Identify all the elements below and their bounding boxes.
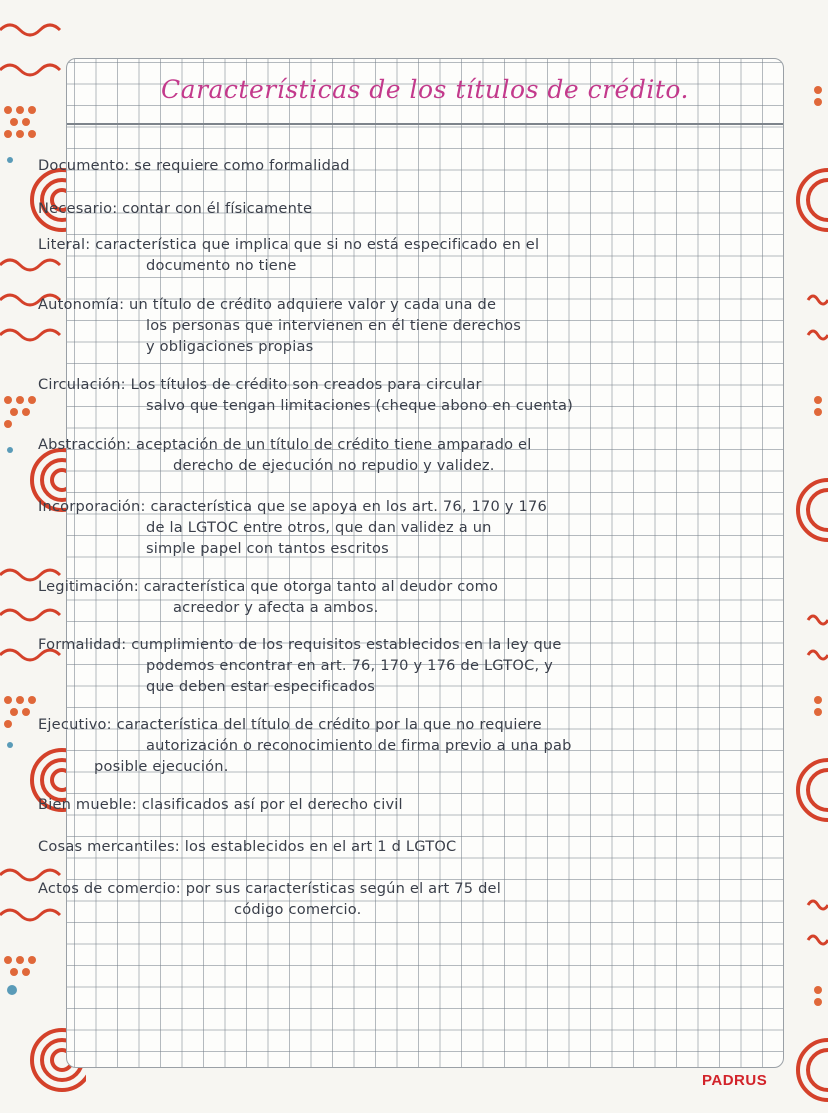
note-line: documento no tiene [146, 257, 297, 274]
note-entry-circulacion [38, 374, 728, 416]
note-line: podemos encontrar en art. 76, 170 y 176 de LGTOC, y [146, 657, 553, 674]
note-entry-autonomia [38, 294, 728, 357]
note-entry-literal [38, 234, 728, 276]
note-line: código comercio. [234, 901, 362, 918]
note-line: salvo que tengan limitaciones (cheque abono en cuenta) [146, 397, 574, 414]
note-line: simple papel con tantos escritos [146, 540, 389, 557]
note-line: y obligaciones propias [146, 338, 314, 355]
note-line: que deben estar especificados [146, 678, 376, 695]
note-line: Actos de comercio: por sus características según el art 75 del [38, 880, 501, 897]
note-line: Cosas mercantiles: los establecidos en el art 1 d LGTOC [38, 838, 457, 855]
note-line: Documento: se requiere como formalidad [38, 157, 350, 174]
note-line: Ejecutivo: característica del título de crédito por la que no requiere [38, 716, 542, 733]
note-line: Incorporación: característica que se apoya en los art. 76, 170 y 176 [38, 498, 547, 515]
note-entry-incorporacion [38, 496, 728, 559]
decorative-border-right [788, 0, 828, 1113]
note-line: Abstracción: aceptación de un título de crédito tiene amparado el [38, 436, 532, 453]
note-entry-ejecutivo [38, 714, 728, 777]
note-line: acreedor y afecta a ambos. [173, 599, 379, 616]
note-entry-documento [38, 155, 728, 176]
note-line: Circulación: Los títulos de crédito son creados para circular [38, 376, 482, 393]
note-line: Formalidad: cumplimiento de los requisitos establecidos en la ley que [38, 636, 562, 653]
note-entry-cosas-mercantiles [38, 836, 728, 857]
note-line: de la LGTOC entre otros, que dan validez a un [146, 519, 492, 536]
note-line: Literal: característica que implica que si no está especificado en el [38, 236, 540, 253]
note-line: Autonomía: un título de crédito adquiere valor y cada una de [38, 296, 497, 313]
note-entry-formalidad [38, 634, 728, 697]
note-entry-bien-mueble [38, 794, 728, 815]
title-band [67, 59, 783, 125]
note-entry-actos-de-comercio [38, 878, 728, 920]
note-line: autorización o reconocimiento de firma previo a una pab [146, 737, 572, 754]
note-line: posible ejecución. [94, 758, 229, 775]
note-line: Necesario: contar con él físicamente [38, 200, 313, 217]
note-line: Bien mueble: clasificados así por el derecho civil [38, 796, 403, 813]
note-entry-abstraccion [38, 434, 728, 476]
brand-logo: PADRUS [702, 1072, 768, 1089]
note-entry-legitimacion [38, 576, 728, 618]
note-line: Legitimación: característica que otorga tanto al deudor como [38, 578, 499, 595]
note-entry-necesario [38, 198, 728, 219]
note-line: derecho de ejecución no repudio y validez. [173, 457, 495, 474]
page-title: Características de los títulos de crédito. [161, 75, 689, 104]
note-line: los personas que intervienen en él tiene derechos [146, 317, 522, 334]
